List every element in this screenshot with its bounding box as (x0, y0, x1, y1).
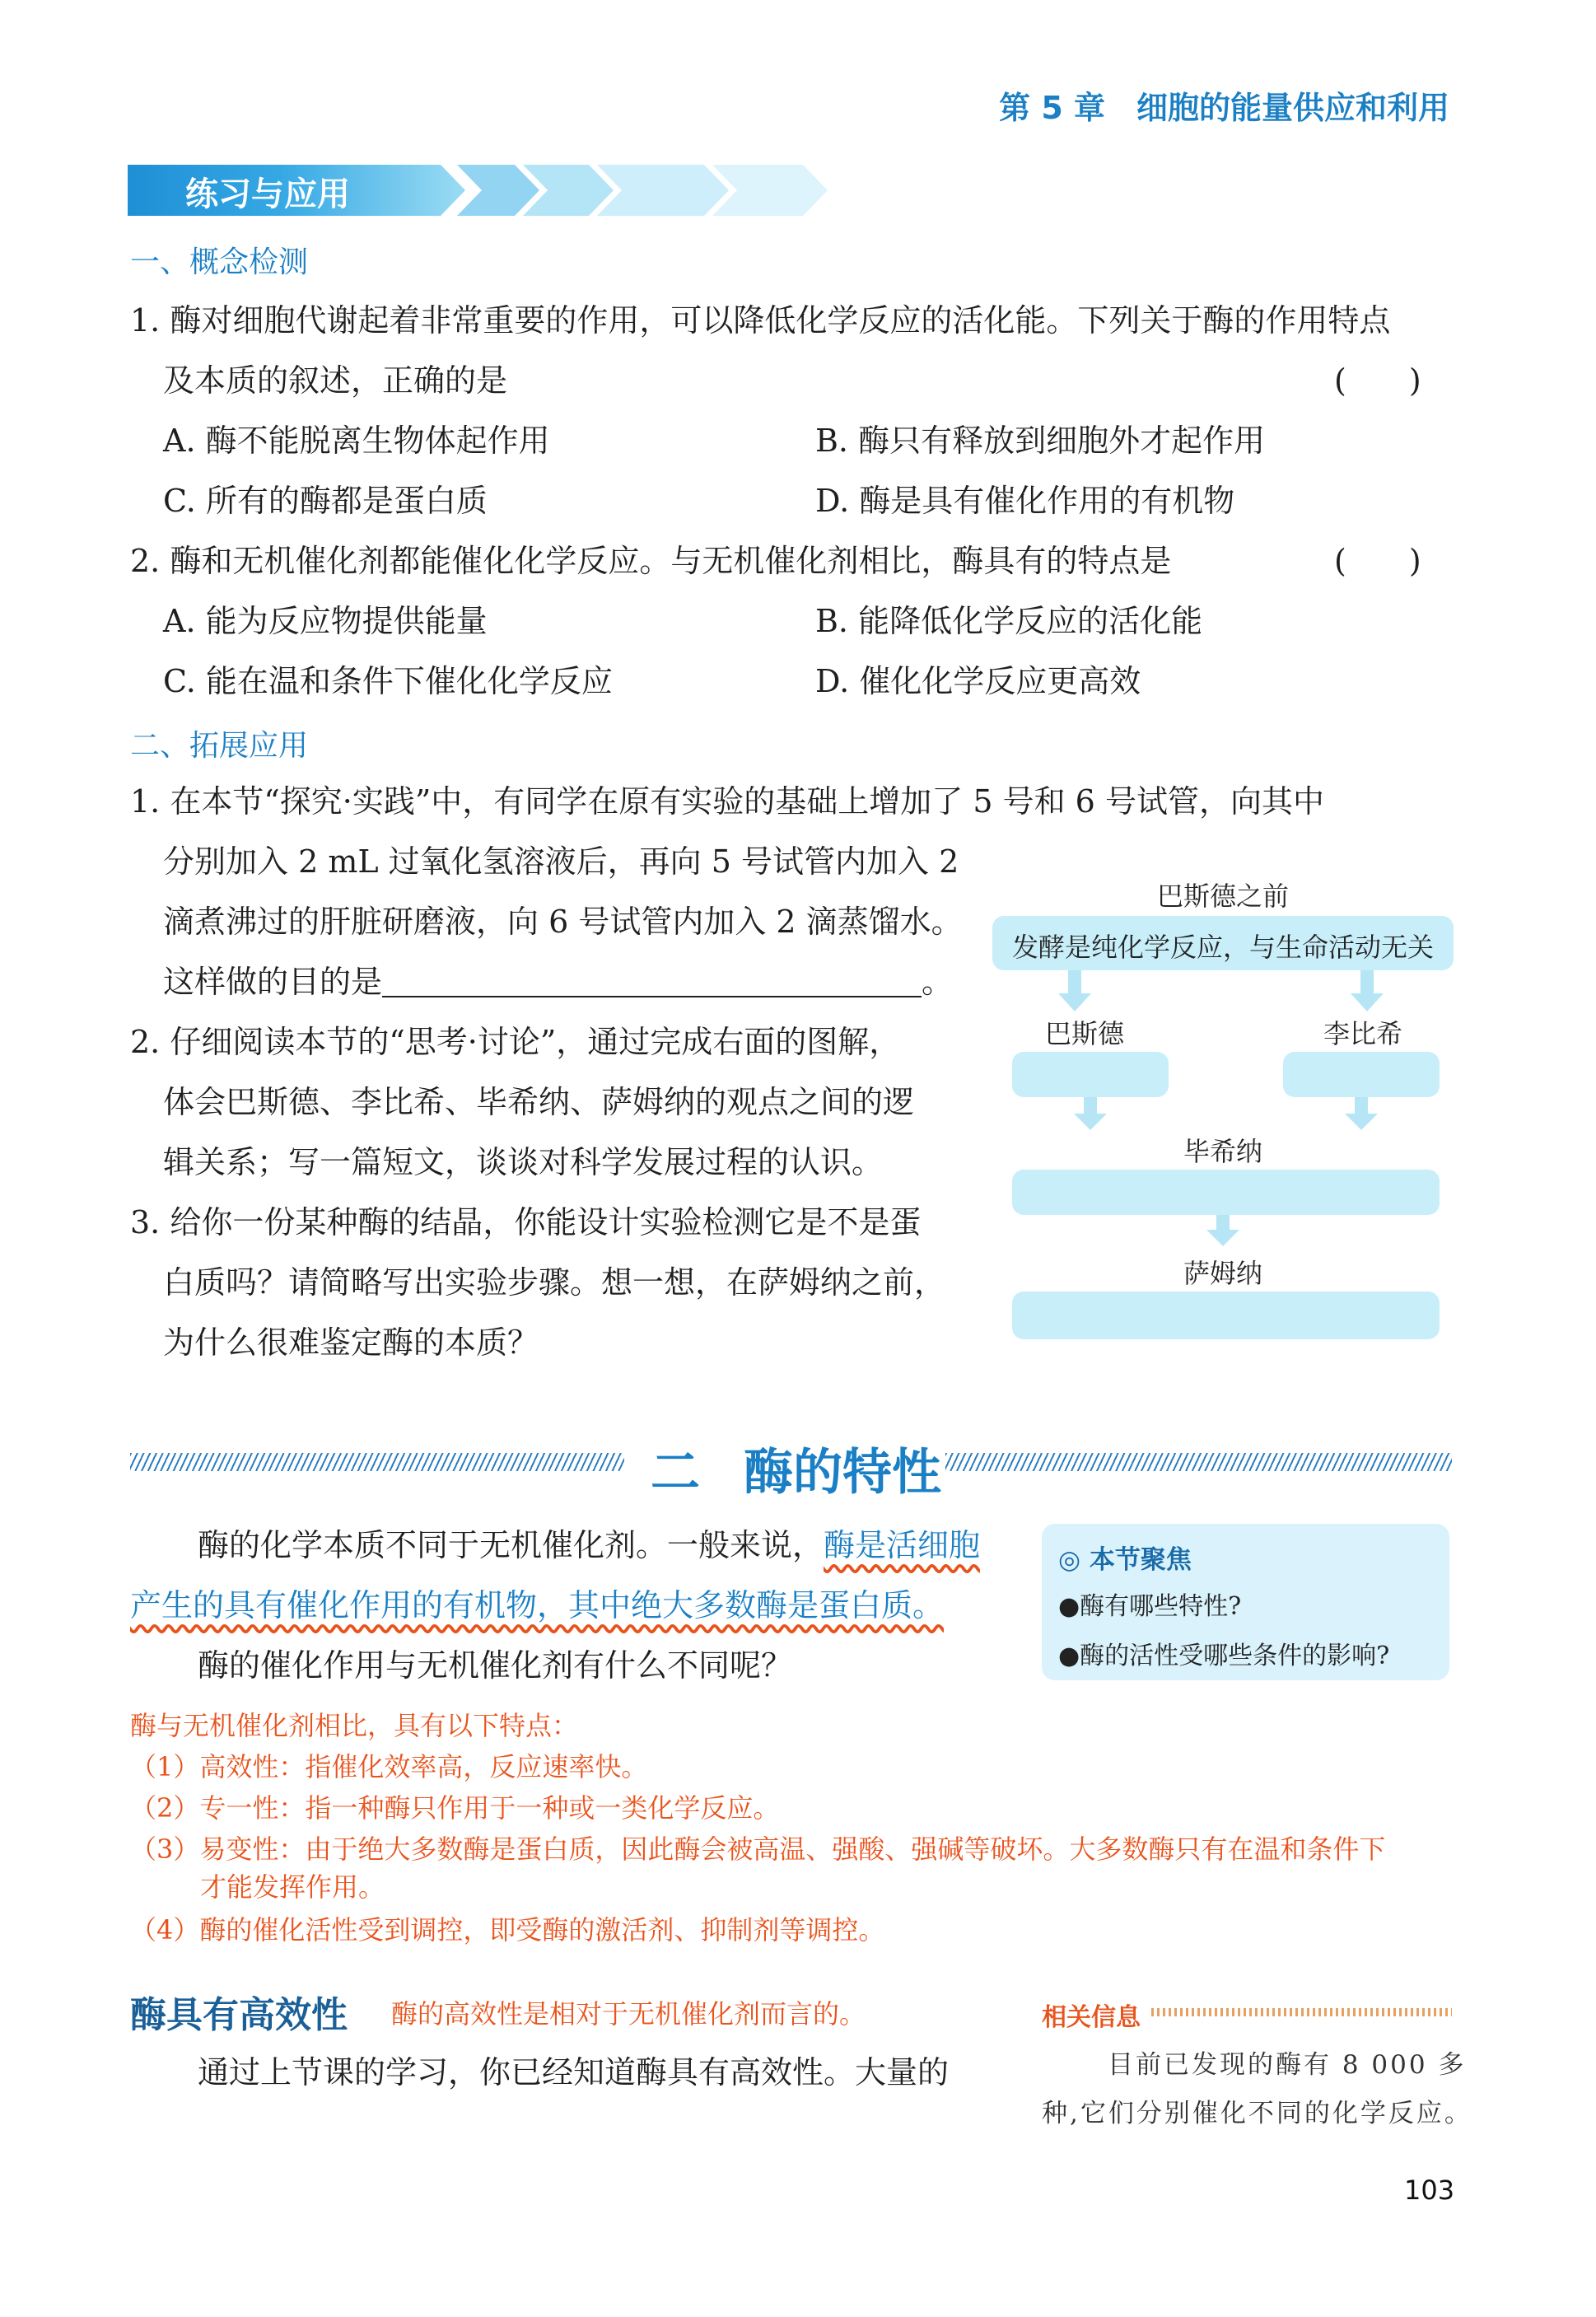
q1-option-a: A. 酶不能脱离生物体起作用 (163, 423, 550, 459)
diagram-before-label: 巴斯德之前 (1156, 881, 1289, 912)
note-1: （1）高效性：指催化效率高，反应速率快。 (130, 1751, 648, 1782)
ext-q1-line4-text: 这样做的目的是 (163, 964, 383, 1000)
enzyme-definition-highlight-2: 产生的具有催化作用的有机物，其中绝大多数酶是蛋白质。 (130, 1587, 945, 1623)
q1-answer-paren: ( ) (1334, 362, 1421, 399)
q1-line1: 1. 酶对细胞代谢起着非常重要的作用，可以降低化学反应的活化能。下列关于酶的作用特点 (130, 302, 1391, 339)
diagram-liebig-label: 李比希 (1323, 1018, 1403, 1049)
notes-intro: 酶与无机催化剂相比，具有以下特点： (130, 1710, 579, 1741)
diagram-sumner-box[interactable] (1012, 1292, 1440, 1339)
focus-title: ◎ 本节聚焦 (1058, 1545, 1192, 1575)
focus-item-1: ●酶有哪些特性? (1058, 1592, 1242, 1621)
chapter-header: 第 5 章 细胞的能量供应和利用 (999, 90, 1449, 126)
banner-title: 练习与应用 (185, 175, 350, 213)
section-heading-rule-right (945, 1453, 1452, 1471)
section-title: 酶的特性 (744, 1444, 941, 1502)
extension-title: 二、拓展应用 (130, 729, 309, 763)
note-3-line2: 才能发挥作用。 (200, 1871, 385, 1903)
q2-option-b: B. 能降低化学反应的活化能 (815, 603, 1203, 639)
sec2-para1-line1-text: 酶的化学本质不同于无机催化剂。一般来说， (198, 1527, 824, 1563)
note-4: （4）酶的催化活性受到调控，即受酶的激活剂、抑制剂等调控。 (130, 1914, 885, 1946)
efficiency-heading: 酶具有高效性 (130, 1994, 348, 2036)
ext-q3-line1: 3. 给你一份某种酶的结晶，你能设计实验检测它是不是蛋 (130, 1204, 922, 1240)
q1-option-b: B. 酶只有释放到细胞外才起作用 (815, 423, 1266, 459)
diagram-arrow-bottom (992, 1215, 1454, 1256)
q1-option-c: C. 所有的酶都是蛋白质 (163, 483, 488, 519)
ext-q1-line3: 滴煮沸过的肝脏研磨液，向 6 号试管内加入 2 滴蒸馏水。 (163, 904, 963, 940)
q1-option-d: D. 酶是具有催化作用的有机物 (815, 483, 1235, 519)
q2-option-a: A. 能为反应物提供能量 (163, 603, 488, 639)
history-diagram (992, 869, 1454, 1347)
ext-q2-line1: 2. 仔细阅读本节的“思考·讨论”，通过完成右面的图解， (130, 1024, 901, 1060)
ext-q1-line1: 1. 在本节“探究·实践”中，有同学在原有实验的基础上增加了 5 号和 6 号试管，向其中 (130, 783, 1324, 820)
ext-q1-line4 (163, 952, 953, 1012)
diagram-before-text: 发酵是纯化学反应，与生命活动无关 (1011, 932, 1434, 963)
ext-q2-line2: 体会巴斯德、李比希、毕希纳、萨姆纳的观点之间的逻 (163, 1084, 915, 1120)
q1-line2: 及本质的叙述，正确的是 (163, 362, 508, 399)
ext-q2-line3: 辑关系；写一篇短文，谈谈对科学发展过程的认识。 (163, 1144, 884, 1180)
diagram-sumner-label: 萨姆纳 (1183, 1258, 1262, 1289)
related-info-line1: 目前已发现的酶有 8 000 多 (1108, 2050, 1467, 2080)
ext-q3-line3: 为什么很难鉴定酶的本质？ (163, 1324, 539, 1361)
diagram-arrows-top (992, 970, 1454, 1020)
related-info-rule (1151, 2008, 1452, 2016)
diagram-pasteur-label: 巴斯德 (1045, 1018, 1125, 1049)
q2-answer-paren: ( ) (1334, 543, 1421, 579)
diagram-liebig-box[interactable] (1283, 1052, 1440, 1097)
efficiency-note: 酶的高效性是相对于无机催化剂而言的。 (391, 1998, 866, 2030)
sec2-para2: 酶的催化作用与无机催化剂有什么不同呢？ (198, 1647, 793, 1684)
note-2: （2）专一性：指一种酶只作用于一种或一类化学反应。 (130, 1792, 780, 1824)
ext-q1-line2: 分别加入 2 mL 过氧化氢溶液后，再向 5 号试管内加入 2 (163, 843, 959, 880)
diagram-pasteur-box[interactable] (1012, 1052, 1169, 1097)
ext-q3-line2: 白质吗？请简略写出实验步骤。想一想，在萨姆纳之前， (163, 1264, 946, 1301)
related-info-line2: 种,它们分别催化不同的化学反应。 (1042, 2099, 1472, 2128)
related-info-label: 相关信息 (1042, 2003, 1141, 2032)
answer-blank[interactable] (382, 966, 922, 997)
focus-item-2: ●酶的活性受哪些条件的影响? (1058, 1642, 1390, 1670)
note-3-line1: （3）易变性：由于绝大多数酶是蛋白质，因此酶会被高温、强酸、强碱等破坏。大多数酶只有在温和条件下 (130, 1834, 1386, 1865)
concept-check-title: 一、概念检测 (130, 245, 309, 279)
q2-line1: 2. 酶和无机催化剂都能催化化学反应。与无机催化剂相比，酶具有的特点是 (130, 543, 1172, 579)
sec2-para1-line1 (198, 1516, 980, 1576)
q2-option-c: C. 能在温和条件下催化化学反应 (163, 663, 613, 699)
section-heading-rule-left (130, 1453, 624, 1471)
enzyme-definition-highlight-1: 酶是活细胞 (824, 1527, 981, 1563)
page-number: 103 (1404, 2175, 1455, 2206)
diagram-buchner-box[interactable] (1012, 1170, 1440, 1215)
section-number: 二 (651, 1444, 700, 1502)
q2-option-d: D. 催化化学反应更高效 (815, 663, 1141, 699)
ext-q1-line4-end: 。 (922, 964, 954, 1000)
diagram-buchner-label: 毕希纳 (1183, 1136, 1262, 1167)
efficiency-para: 通过上节课的学习，你已经知道酶具有高效性。大量的 (198, 2054, 950, 2090)
